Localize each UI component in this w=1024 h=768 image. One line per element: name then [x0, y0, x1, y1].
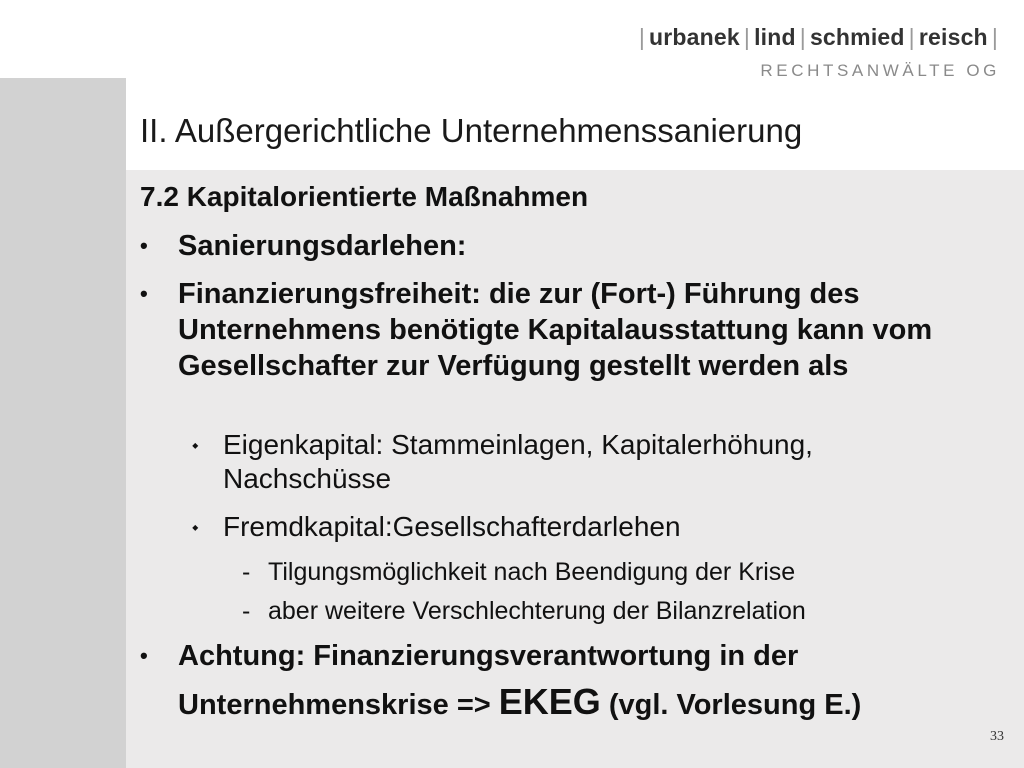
- firm-logo: [635, 24, 1002, 51]
- dash-bullet-icon: -: [242, 597, 251, 625]
- section-heading: 7.2 Kapitalorientierte Maßnahmen: [140, 181, 589, 212]
- bullet-text: Sanierungsdarlehen:: [178, 230, 467, 262]
- sub-bullet-text: Fremdkapital:Gesellschafterdarlehen: [223, 511, 681, 542]
- bullet-text: Unternehmenskrise =>: [178, 689, 491, 721]
- logo-separator: |: [908, 24, 915, 50]
- logo-name-lind: lind: [754, 24, 796, 50]
- bullet-dot-icon: •: [140, 233, 148, 258]
- dash-item-text: aber weitere Verschlechterung der Bilanzrelation: [268, 597, 806, 625]
- logo-separator: |: [638, 24, 645, 50]
- bullet-text: (vgl. Vorlesung E.): [608, 689, 862, 721]
- bullet-dot-icon: •: [140, 281, 148, 306]
- page-number: 33: [990, 729, 1004, 744]
- bullet-text: Achtung: Finanzierungsverantwortung in der: [178, 640, 799, 672]
- logo-subtitle: RECHTSANWÄLTE OG: [760, 61, 1000, 80]
- bullet-dot-icon: •: [140, 643, 148, 668]
- diamond-bullet-icon: ⬩: [192, 517, 199, 537]
- logo-separator: |: [743, 24, 751, 50]
- left-gray-bar: [0, 78, 126, 768]
- bullet-text: Finanzierungsfreiheit: die zur (Fort-) Führung des Unternehmens benötigte Kapitalausstattung kann vom Gesellschafter zur Verfügung gestellt werden als: [178, 278, 933, 382]
- logo-name-reisch: reisch: [918, 24, 988, 50]
- sub-bullet-text: Eigenkapital: Stammeinlagen, Kapitalerhöhung, Nachschüsse: [223, 429, 813, 494]
- logo-name-schmied: schmied: [809, 24, 905, 50]
- slide-title: II. Außergerichtliche Unternehmenssanierung: [140, 112, 803, 149]
- ekeg-term: EKEG: [498, 681, 601, 722]
- bullet-continuation: [178, 681, 862, 723]
- logo-separator: |: [991, 24, 998, 50]
- dash-bullet-icon: -: [242, 558, 251, 586]
- dash-item-text: Tilgungsmöglichkeit nach Beendigung der Krise: [268, 558, 796, 586]
- diamond-bullet-icon: ⬩: [192, 435, 199, 455]
- logo-separator: |: [799, 24, 806, 50]
- logo-name-urbanek: urbanek: [649, 24, 740, 50]
